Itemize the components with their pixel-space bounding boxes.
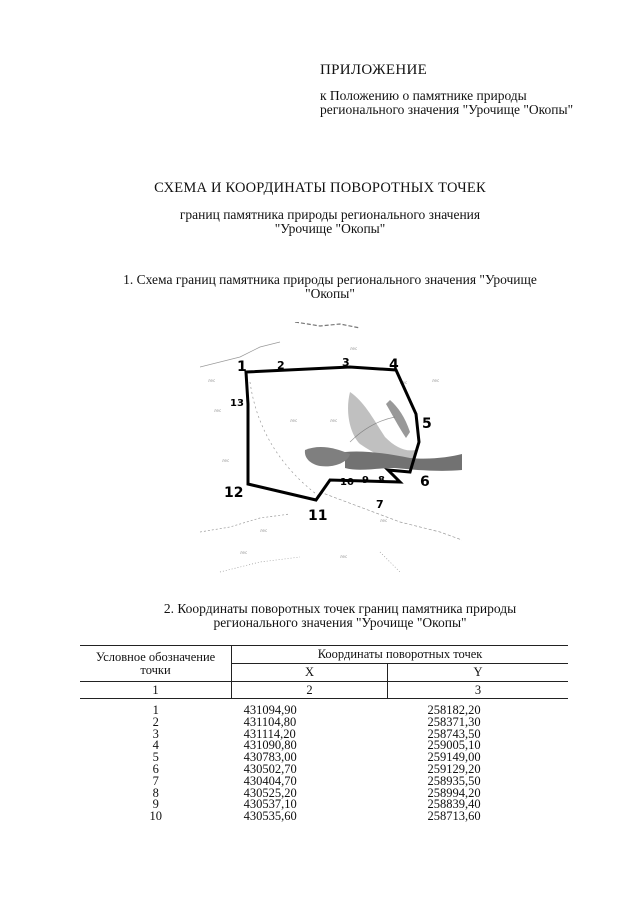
cell-x: 431114,20 — [243, 726, 296, 741]
document-subtitle: границ памятника природы регионального значения "Урочище "Окопы" — [179, 207, 481, 236]
appendix-subtitle: к Положению о памятнике природы регионального значения "Урочище "Окопы" — [320, 88, 574, 117]
point-label-1: 1 — [237, 359, 247, 375]
document-title: СХЕМА И КООРДИНАТЫ ПОВОРОТНЫХ ТОЧЕК — [154, 180, 486, 196]
cell-y: 258182,20 — [427, 703, 481, 717]
cell-point: 2 — [152, 714, 159, 729]
cell-y: 258743,50 — [427, 726, 481, 741]
cell-point: 1 — [152, 703, 159, 717]
cell-point: 8 — [152, 785, 159, 800]
svg-text:лес: лес — [350, 346, 358, 351]
point-label-4: 4 — [389, 357, 399, 373]
cell-x: 430502,70 — [243, 761, 297, 776]
header-col-number-1: 1 — [80, 682, 232, 699]
cell-x: 430404,70 — [243, 773, 297, 788]
header-col-number-3: 3 — [387, 682, 568, 699]
svg-text:лес: лес — [380, 518, 388, 523]
coordinates-table — [80, 645, 568, 823]
cell-x: 431094,90 — [243, 703, 297, 717]
cell-y: 259129,20 — [427, 761, 481, 776]
cell-y: 258994,20 — [427, 785, 481, 800]
svg-text:лес: лес — [330, 418, 338, 423]
cell-x: 431090,80 — [243, 738, 297, 753]
point-label-9: 9 — [362, 475, 369, 486]
cell-point: 4 — [152, 738, 159, 753]
appendix-title: ПРИЛОЖЕНИЕ — [320, 62, 428, 78]
cell-point: 6 — [152, 761, 159, 776]
section-1-heading: 1. Схема границ памятника природы регионального значения "Урочище "Окопы" — [123, 272, 537, 301]
cell-point: 5 — [152, 750, 159, 765]
cell-x: 430537,10 — [243, 797, 297, 812]
svg-text:лес: лес — [240, 550, 248, 555]
svg-text:лес: лес — [208, 378, 216, 383]
header-col-number-2: 2 — [232, 682, 388, 699]
point-label-6: 6 — [420, 474, 430, 490]
cell-y: 258371,30 — [427, 714, 481, 729]
cell-y: 258935,50 — [427, 773, 481, 788]
point-label-10: 10 — [340, 477, 354, 488]
point-label-13: 13 — [230, 398, 244, 409]
point-label-2: 2 — [277, 359, 285, 372]
header-y: Y — [387, 664, 568, 682]
header-coordinates: Координаты поворотных точек — [232, 646, 568, 664]
header-point-designation: Условное обозначение точки — [80, 646, 232, 682]
cell-x: 431104,80 — [243, 714, 297, 729]
header-x: X — [232, 664, 388, 682]
cell-point: 10 — [149, 809, 163, 824]
cell-point: 3 — [152, 726, 159, 741]
svg-text:лес: лес — [432, 378, 440, 383]
cell-y: 258839,40 — [427, 797, 481, 812]
point-label-12: 12 — [224, 485, 244, 501]
cell-x: 430535,60 — [243, 809, 297, 824]
svg-text:лес: лес — [260, 528, 268, 533]
cell-y: 259005,10 — [427, 738, 481, 753]
cell-point: 7 — [152, 773, 159, 788]
svg-text:лес: лес — [400, 380, 408, 385]
svg-text:лес: лес — [340, 554, 348, 559]
point-label-8: 8 — [378, 475, 385, 486]
svg-text:лес: лес — [222, 458, 230, 463]
cell-point: 9 — [152, 797, 159, 812]
map-forest-texture — [305, 392, 462, 471]
boundary-scheme-map — [200, 322, 462, 580]
point-label-3: 3 — [342, 356, 350, 369]
svg-text:лес: лес — [290, 418, 298, 423]
point-label-5: 5 — [422, 416, 432, 432]
table-row — [80, 811, 568, 823]
section-2-heading: 2. Координаты поворотных точек границ памятника природы регионального значения "Урочище "Окопы" — [163, 601, 517, 630]
point-label-11: 11 — [308, 508, 328, 524]
point-label-7: 7 — [376, 498, 384, 511]
cell-x: 430783,00 — [243, 750, 297, 765]
cell-x: 430525,20 — [243, 785, 297, 800]
cell-y: 259149,00 — [427, 750, 481, 765]
svg-text:лес: лес — [214, 408, 222, 413]
cell-y: 258713,60 — [427, 809, 481, 824]
boundary-polygon — [246, 367, 419, 500]
